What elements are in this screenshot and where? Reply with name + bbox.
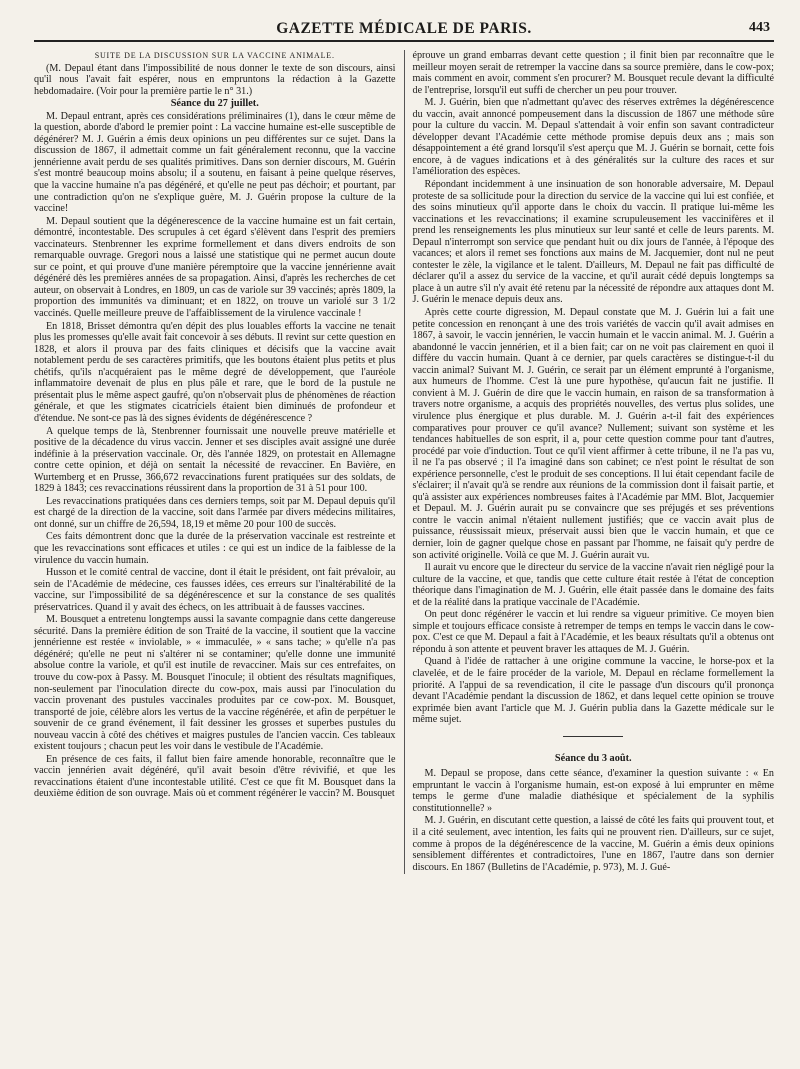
- paragraph: En présence de ces faits, il fallut bien faire amende honorable, reconnaître que le vaccin jennérien avait dégénéré, qu'il avait besoin d'être révivifié, et que les revaccinations étaient d'une incontestable utilité. C'est ce que fit M. Bousquet dans la deuxième édition de son ouvrage. Mais où et comment régénérer le vaccin? M. Bousquet: [34, 753, 396, 800]
- seance-heading-august: Séance du 3 août.: [554, 752, 632, 764]
- paragraph: Il aurait vu encore que le directeur du service de la vaccine n'avait rien négligé pour la culture de la vaccine, et que, tandis que cette culture était restée à l'état de conception théorique dans l'imagination de M. J. Guérin, elle était passée dans le domaine des faits et de la réalité dans la pratique vaccinale de l'Académie.: [412, 562, 774, 608]
- paragraph: On peut donc régénérer le vaccin et lui rendre sa vigueur primitive. Ce moyen bien simple et toujours efficace consiste à retremper de temps en temps le vaccin dans le cow-pox. C'est ce que M. Depaul a fait à l'Académie, et les beaux résultats qu'il a obtenus ont répondu à son attente et peuvent braver les attaques de M. J. Guérin.: [412, 609, 774, 655]
- paragraph: M. Depaul entrant, après ces considérations préliminaires (1), dans le cœur même de la question, aborde d'abord le premier point : La vaccine humaine est-elle susceptible de dégénérer? M. J. Guérin a émis deux opinions un peu différentes sur ce sujet. Dans la discussion de 1867, il admettait comme un fait généralement reconnu, que la vaccine jennérienne avait perdu de ses qualités primitives. Dans son dernier discours, M. Guérin s'est montré beaucoup moins absolu; il a soutenu, en faisant à peine quelque réserves, que la vaccine humaine n'a pas dégénéré, et qu'elle ne peut pas déchoir; et pourtant, par une contradiction qu'on ne s'explique guère, M. J. Guérin propose la culture de la vaccine!: [34, 110, 396, 215]
- article-columns: [34, 50, 774, 874]
- paragraph: M. Depaul se propose, dans cette séance, d'examiner la question suivante : « En empruntant le vaccin à l'organisme humain, est-on exposé à lui emprunter en même temps le germe d'une maladie diathésique et spécialement de la syphilis constitutionnelle? »: [412, 768, 774, 814]
- paragraph: M. Depaul soutient que la dégénerescence de la vaccine humaine est un fait certain, démontré, incontestable. Des scrupules à cet égard s'élèvent dans l'esprit des premiers vaccinateurs. Stenbrenner les exprime formellement et dans divers endroits de son remarquable ouvrage. Gregori nous a laissé une statistique qui ne permet aucun doute sur ce point, et qui prouve d'une manière péremptoire que la vaccine jennérienne avait dégénéré dès les premières années de sa propagation. Ainsi, d'après les recherches de cet auteur, on observait à Londres, en 1809, un cas de variole sur 39 vaccinés; après 1809, la proportion des immunités va diminuant; et en 1822, on trouve un variolé sur 3 1/2 vaccinés. Quelle meilleure preuve de l'affaiblissement de la virulence vaccinale !: [34, 215, 396, 320]
- newspaper-title: GAZETTE MÉDICALE DE PARIS.: [276, 20, 532, 37]
- paragraph: M. J. Guérin, bien que n'admettant qu'avec des réserves extrêmes la dégénérescence du vaccin, avait annoncé pompeusement dans la discussion de 1867 une méthode sûre pour la culture du vaccin. M. Depaul s'attendait à voir enfin son savant contradicteur développer devant l'Académie cette méthode promise depuis deux ans ; mais son désappointement a été grand lorsqu'il s'est aperçu que M. J. Guérin se bornait, cette fois encore, à de vagues indications et à des généralités sur la culture des races et sur l'amélioration des espèces.: [412, 97, 774, 178]
- page-header: [34, 14, 774, 42]
- section-divider: [563, 736, 623, 737]
- paragraph: Après cette courte digression, M. Depaul constate que M. J. Guérin lui a fait une petite concession en renonçant à une des trois variétés de vaccin qu'il avait admises en 1867, à savoir, le vaccin jennérien, le vaccin humain et le vaccin animal. M. J. Guérin a abandonné le vaccin jennérien, et il a bien fait; car on ne voit pas clairement en quoi il diffère du vaccin humain. Quant à ce dernier, par quels caractères se distingue-t-il du vaccin animal? Suivant M. J. Guérin, ce serait par un élément emprunté à l'organisme, aux humeurs de l'homme. C'est là une pure hypothèse, qu'aucun fait ne justifie. Il convient à M. J. Guérin de dire que le vaccin humain, en raison de sa transformation à travers notre organisme, a acquis des propriétés nouvelles, des vertus plus solides, une virulence plus énergique et plus durable. M. J. Guérin a-t-il fait des expériences comparatives pour prouver ce qu'il avance? Nullement; suivant son système et les tendances habituelles de son esprit, il a, pour cette question comme pour tant d'autres, procédé par voie d'induction. Tout ce qu'il vient affirmer à cette tribune, il ne l'a pas vu, il ne l'a pas observé ; il l'a imaginé dans son cabinet; ce n'est point le résultat de son expérience personnelle, c'est le produit de ses conceptions. Il lui était cependant facile de s'éclairer; il n'avait qu'à se rendre aux réunions de la commission dont il faisait partie, et qu'à assister aux expériences nombreuses faites à l'Académie par MM. Blot, Jacquemier et Depaul. M. J. Guérin aurait pu se convaincre que ses préjugés et ses préventions contre le vaccin animal n'étaient nullement justifiés; que ce vaccin avait plus de puissance, réussissait mieux, préservait aussi bien que le vaccin humain, et que ce dernier, loin de gagner quelque chose en passant par l'homme, ne faisait qu'y perdre de son activité originelle. Voilà ce que M. J. Guérin aurait vu.: [412, 307, 774, 561]
- right-column: [413, 50, 775, 874]
- paragraph: Les revaccinations pratiquées dans ces derniers temps, soit par M. Depaul depuis qu'il est chargé de la direction de la vaccine, soit dans l'armée par divers médecins militaires, ont donné, sur un chiffre de 26,594, 18,19 et même 20 pour 100 de succès.: [34, 495, 396, 530]
- paragraph: Ces faits démontrent donc que la durée de la préservation vaccinale est restreinte et que les revaccinations sont efficaces et utiles : ce qui est un indice de la faiblesse de la virulence du vaccin humain.: [34, 531, 396, 566]
- paragraph: M. Bousquet a entretenu longtemps aussi la savante compagnie dans cette dangereuse sécurité. Dans la première édition de son Traité de la vaccine, il soutient que la vaccine jennérienne est restée « inviolable, » « immaculée, » « sans tache; » qu'elle n'a pas dégénéré; qu'elle ne peut ni s'altérer ni se contaminer; qu'elle donne une immunité absolue contre la variole, et qu'il est inutile de revacciner. Mais sur ces entrefaites, on trouve du cow-pox à Passy. M. Bousquet l'inocule; il obtient des résultats magnifiques, non-seulement par l'inoculation directe du cow-pox, mais aussi par l'inoculation du vaccin provenant des pustules vaccinales produites par ce cow-pox. M. Bousquet, transporté de joie, célèbre alors les vertus de la vaccine régénérée, et afin de perpétuer le souvenir de ce grand événement, il fait dessiner les grosses et superbes pustules du nouveau vaccin à côté des chétives et maigres pustules de l'ancien vaccin. Ces tableaux existent toujours ; chacun peut les voir dans le vestibule de l'Académie.: [34, 614, 396, 753]
- paragraph: Quand à l'idée de rattacher à une origine commune la vaccine, le horse-pox et la clavelée, et de le faire procéder de la variole, M. Depaul en réclame formellement la priorité. A l'appui de sa revendication, il cite le passage d'un discours qu'il prononça devant l'Académie pendant la discussion de 1862, et dans lequel cette opinion se trouve exprimée bien avant l'article que M. J. Guérin publia dans la Gazette médicale sur le même sujet.: [412, 656, 774, 726]
- section-title: SUITE DE LA DISCUSSION SUR LA VACCINE ANIMALE.: [94, 51, 335, 60]
- seance-heading-july: Séance du 27 juillet.: [170, 98, 259, 110]
- paragraph: Répondant incidemment à une insinuation de son honorable adversaire, M. Depaul proteste de sa sollicitude pour la direction du service de la vaccine qui lui est confiée, et des soins minutieux qu'il apporte dans le choix du vaccin. Il pratique lui-même les vaccinations et les revaccinations; il examine scrupuleusement les vaccinifères et il prend les renseignements les plus minutieux sur leur santé et celle de leurs parents. M. Depaul n'interrompt son service que pendant huit ou dix jours de l'année, à l'époque des vacances; et alors il remet ses fonctions aux mains de M. Jacquemier, dont nul ne peut contester le zèle, la vigilance et le talent. D'ailleurs, M. Depaul ne fait pas difficulté de déclarer qu'il a assez du service de la vaccine, et qu'il aurait cédé depuis longtemps sa place à un autre s'il n'y avait été retenu par la nécessité de répondre aux attaques dont M. J. Guérin le menace depuis deux ans.: [412, 179, 774, 306]
- paragraph: Husson et le comité central de vaccine, dont il était le président, ont fait prévaloir, au sein de l'Académie de médecine, ces fausses idées, ces erreurs sur l'inaltérabilité de la vaccine, sur l'impossibilité de sa dégénérescence et sur la constance de ses qualités préservatrices. Quand il y avait des échecs, on les attribuait à de fausses vaccines.: [34, 567, 396, 613]
- paragraph: A quelque temps de là, Stenbrenner fournissait une nouvelle preuve matérielle et positive de la décadence du virus vaccin. Jenner et ses disciples avait assigné une durée indéfinie à la préservation vaccinale. Or, dès l'année 1829, on protestait en Allemagne contre cette opinion, et déjà on sentait la nécessité de revacciner. En Bavière, en Wurtemberg et en Prusse, 366,672 revaccinations furent pratiquées sur des soldats, de 1829 à 1843; ces revaccinations réussirent dans la proportion de 31 à 51 pour 100.: [34, 425, 396, 495]
- page-number: 443: [749, 20, 770, 35]
- left-column: [34, 50, 405, 874]
- paragraph: éprouve un grand embarras devant cette question ; il finit bien par reconnaître que le meilleur moyen serait de retremper la vaccine dans sa source première, dans le cow-pox; mais comment en avoir, comment s'en procurer? M. Bousquet recule devant la difficulté de l'entreprise, lorsqu'il eut suffi de chercher un peu pour trouver.: [412, 50, 774, 96]
- intro-paragraph: (M. Depaul étant dans l'impossibilité de nous donner le texte de son discours, ainsi qu'il nous l'avait fait espérer, nous en empruntons la rédaction à la Gazette hebdomadaire. (Voir pour la première partie le n° 31.): [34, 62, 396, 97]
- paragraph: En 1818, Brisset démontra qu'en dépit des plus louables efforts la vaccine ne tenait plus les promesses qu'elle avait fait concevoir à ses débuts. Il revint sur cette question en 1828, et alors il prouva par des faits cliniques et décisifs que la vaccine avait notablement perdu de ses caractères primitifs, que les boutons étaient plus petits et plus chétifs, qu'ils n'acquéraient pas le même degré de développement, que l'auréole inflammatoire devenait de plus en plus pâle et rare, que le bord de la pustule ne présentait plus le même aspect gaufré, qu'on n'observait plus de phénomènes de réaction générale, et que les stigmates cicatriciels étaient bien diminués de profondeur et d'étendue. Ne sont-ce pas là des signes évidents de dégénérescence ?: [34, 320, 396, 424]
- paragraph: M. J. Guérin, en discutant cette question, a laissé de côté les faits qui prouvent tout, et il a cité seulement, avec intention, les faits qui ne prouvent rien. D'ailleurs, sur ce sujet, comme à propos de la dégénérescence de la vaccine, M. Guérin a émis deux opinions sensiblement différentes et contradictoires, l'une en 1867, l'autre dans son dernier discours. En 1867 (Bulletins de l'Académie, p. 973), M. J. Gué-: [412, 815, 774, 873]
